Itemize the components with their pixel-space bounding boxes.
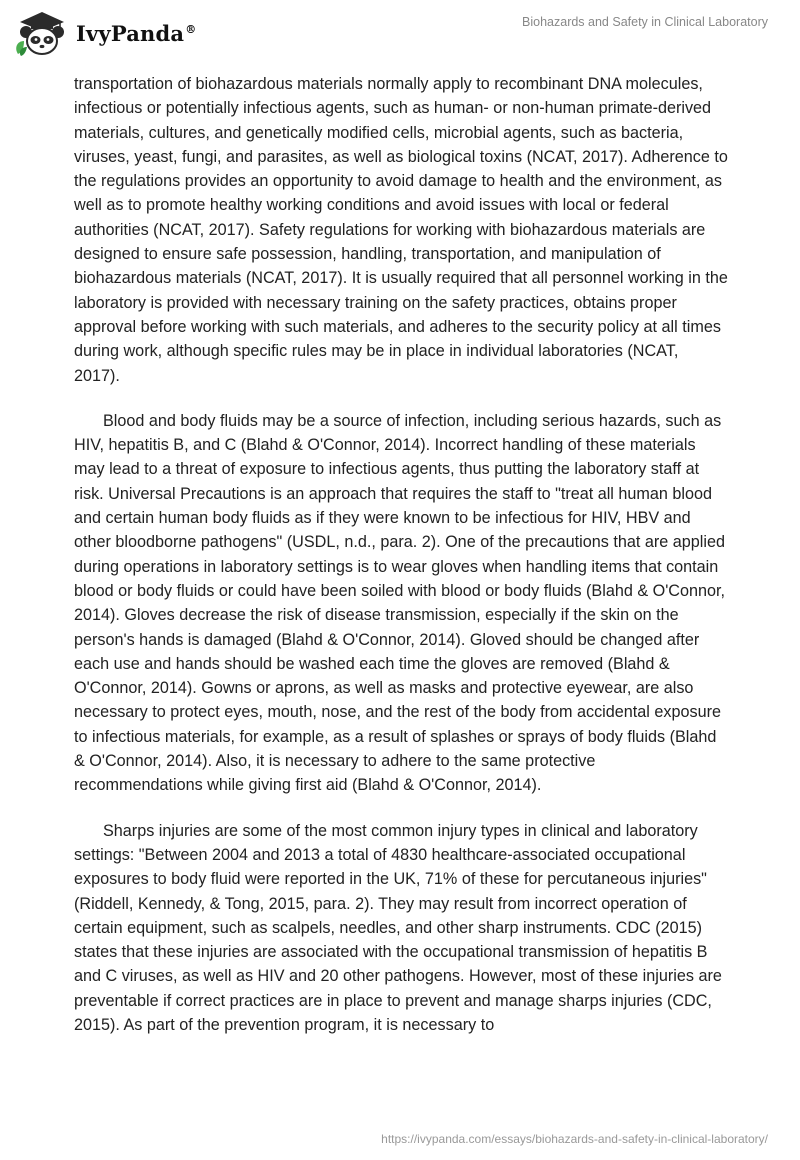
panda-graduate-icon: [12, 8, 70, 58]
logo-wordmark: [76, 21, 196, 46]
ivypanda-logo[interactable]: [12, 8, 196, 58]
paragraph-3: Sharps injuries are some of the most common injury types in clinical and laboratory settings: "Between 2004 and 2013 a total of 4830 healthcare-associated occupational exposures to body fluid were reported in the UK, 71% of these for percutaneous injuries" (Riddell, Kennedy, & Tong, 2015, para. 2). They may result from incorrect operation of certain equipment, such as scalpels, needles, and other sharp instruments. CDC (2015) states that these injuries are associated with the occupational transmission of hepatitis B and C viruses, as well as HIV and 20 other pathogens. However, most of these injuries are preventable if correct practices are in place to prevent and manage sharps injuries (CDC, 2015). As part of the prevention program, it is necessary to: [74, 821, 722, 1034]
registered-mark: ®: [185, 22, 197, 36]
paragraph-1: transportation of biohazardous materials normally apply to recombinant DNA molecules, infectious or potentially infectious agents, such as human- or non-human primate-derived materials, cultures, and genetically modified cells, microbial agents, such as bacteria, viruses, yeast, fungi, and parasites, as well as biological toxins (NCAT, 2017). Adherence to the regulations provides an opportunity to avoid damage to health and the environment, as well as to promote healthy working conditions and avoid issues with local or federal authorities (NCAT, 2017). Safety regulations for working with biohazardous materials are designed to ensure safe possession, handling, transportation, and manipulation of biohazardous materials (NCAT, 2017). It is usually required that all personnel working in the laboratory is provided with necessary training on the safety practices, obtains proper approval before working with such materials, and adheres to the security policy at all times during work, although specific rules may be in place in individual laboratories (NCAT, 2017).: [74, 75, 728, 385]
document-title: Biohazards and Safety in Clinical Laboratory: [522, 15, 768, 29]
source-url[interactable]: https://ivypanda.com/essays/biohazards-and-safety-in-clinical-laboratory/: [381, 1132, 768, 1146]
logo-name: IvyPanda: [76, 20, 185, 46]
page-header: [0, 0, 800, 62]
essay-body: [74, 72, 728, 1058]
paragraph-2: Blood and body fluids may be a source of infection, including serious hazards, such as HIV, hepatitis B, and C (Blahd & O'Connor, 2014). Incorrect handling of these materials may lead to a threat of exposure to infectious agents, thus putting the laboratory staff at risk. Universal Precautions is an approach that requires the staff to "treat all human blood and certain human body fluids as if they were known to be infectious for HIV, HBV and other bloodborne pathogens" (USDL, n.d., para. 2). One of the precautions that are applied during operations in laboratory settings is to wear gloves when handling items that contain blood or body fluids or could have been soiled with blood or body fluids (Blahd & O'Connor, 2014). Gloves decrease the risk of disease transmission, especially if the skin on the person's hands is damaged (Blahd & O'Connor, 2014). Gloved should be changed after each use and hands should be washed each time the gloves are removed (Blahd & O'Connor, 2014). Gowns or aprons, as well as masks and protective eyewear, are also necessary to protect eyes, mouth, nose, and the rest of the body from accidental exposure to infectious materials, for example, as a result of splashes or sprays of body fluids (Blahd & O'Connor, 2014). Also, it is necessary to adhere to the same protective recommendations while giving first aid (Blahd & O'Connor, 2014).: [74, 411, 725, 795]
